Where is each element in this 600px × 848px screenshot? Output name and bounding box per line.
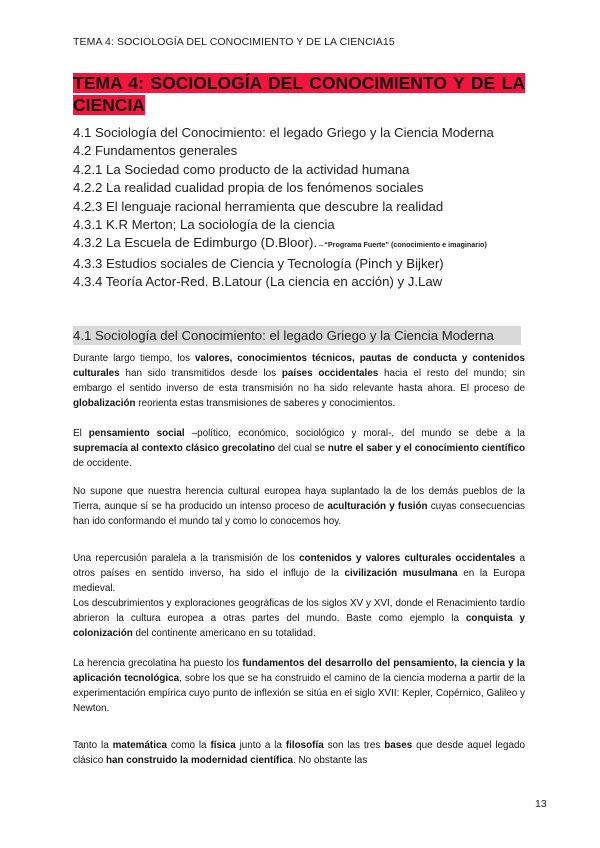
toc-item: 4.2.2 La realidad cualidad propia de los fenómenos sociales — [73, 180, 424, 196]
running-header: TEMA 4: SOCIOLOGÍA DEL CONOCIMIENTO Y DE LA CIENCIA15 — [73, 36, 395, 48]
toc-item-with-note — [73, 234, 543, 254]
bold-run: civilización musulmana — [344, 568, 458, 580]
paragraph-7 — [73, 738, 525, 768]
toc-item: 4.3.3 Estudios sociales de Ciencia y Tecnología (Pinch y Bijker) — [73, 255, 444, 271]
bold-run: filosofía — [285, 740, 324, 751]
bold-run: contenidos y valores culturales occidentales — [299, 553, 516, 564]
bold-run: supremacía al contexto clásico grecolatino — [73, 443, 276, 455]
bold-run: han construido la modernidad científica — [105, 755, 294, 767]
text-run: a otros países en sentido inverso, ha sido el influjo de la — [73, 553, 525, 580]
text-run: reorienta estas transmisiones de saberes y conocimientos. — [135, 398, 396, 410]
text-run: son las tres — [323, 740, 385, 751]
text-run: . No obstante las — [293, 755, 368, 767]
toc-item-note: →“Programa Fuerte” (conocimiento e imaginario) — [317, 240, 487, 250]
chapter-title — [73, 72, 525, 116]
text-run: La herencia grecolatina ha puesto los — [73, 658, 243, 669]
paragraph-2 — [73, 426, 525, 471]
bold-run: aculturación y fusión — [327, 501, 428, 513]
paragraph-5 — [73, 596, 525, 641]
bold-run: conquista y colonización — [73, 613, 526, 640]
toc-item-label: 4.3.2 La Escuela de Edimburgo (D.Bloor). — [73, 235, 318, 251]
bold-run: pensamiento social — [88, 428, 185, 439]
chapter-title-text: TEMA 4: SOCIOLOGÍA DEL CONOCIMIENTO Y DE LA CIENCIA — [73, 73, 525, 115]
text-run: cuyas consecuencias han ido conformando el mundo tal y como lo conocemos hoy. — [73, 501, 525, 528]
bold-run: fundamentos del desarrollo del pensamiento, la ciencia y la aplicación tecnológica — [73, 658, 525, 685]
text-run: del continente americano en su totalidad. — [132, 628, 316, 640]
text-run: Una repercusión paralela a la transmisión de los — [73, 553, 300, 564]
toc-item: 4.2.1 La Sociedad como producto de la actividad humana — [73, 161, 410, 177]
toc-item: 4.1 Sociología del Conocimiento: el legado Griego y la Ciencia Moderna — [73, 125, 494, 140]
toc-item: 4.2.3 El lenguaje racional herramienta que descubre la realidad — [73, 198, 444, 214]
table-of-contents — [73, 124, 543, 292]
toc-item: 4.3.4 Teoría Actor-Red. B.Latour (La ciencia en acción) y J.Law — [73, 274, 443, 290]
section-heading: 4.1 Sociología del Conocimiento: el legado Griego y la Ciencia Moderna — [73, 326, 521, 345]
text-run: del cual se — [275, 443, 328, 455]
paragraph-4 — [73, 551, 525, 596]
toc-item: 4.2 Fundamentos generales — [73, 143, 238, 159]
bold-run: bases — [384, 740, 413, 751]
text-run: de occidente. — [73, 458, 132, 470]
text-run: hacia el resto del mundo; sin embargo el sentido inverso de esta transmisión no ha sido relevante hasta ahora. El proceso de — [73, 368, 525, 395]
bold-run: nutre el saber y el conocimiento científico — [327, 443, 525, 455]
paragraph-1 — [73, 351, 525, 411]
bold-run: valores, conocimientos técnicos, pautas de conducta y contenidos culturales — [73, 353, 525, 380]
text-run: Tanto la — [73, 740, 113, 751]
bold-run: países occidentales — [281, 368, 379, 380]
text-run: en la Europa medieval. — [73, 568, 526, 595]
text-run: No supone que nuestra herencia cultural europea haya suplantado la de los demás pueblos de la Tierra, aunque sí se ha producido un intenso proceso de — [73, 486, 525, 513]
text-run: Durante largo tiempo, los — [73, 353, 195, 364]
page-number: 13 — [535, 798, 547, 810]
bold-run: física — [210, 740, 236, 751]
text-run: , sobre los que se ha construido el camino de la ciencia moderna a partir de la experimentación empírica cuyo punto de inflexión se sitúa en el siglo XVII: Kepler, Copérnico, Galileo y Newton. — [73, 673, 525, 715]
bold-run: globalización — [73, 398, 136, 410]
text-run: Los descubrimientos y exploraciones geográficas de los siglos XV y XVI, donde el Renacimiento tardío abrieron la cultura europea a otras partes del mundo. Baste como ejemplo la — [73, 598, 525, 625]
paragraph-6 — [73, 656, 525, 716]
text-run: El — [73, 428, 89, 439]
paragraph-3 — [73, 484, 525, 529]
text-run: han sido transmitidos desde los — [119, 368, 282, 380]
toc-item: 4.3.1 K.R Merton; La sociología de la ciencia — [73, 217, 335, 233]
text-run: junto a la — [235, 740, 286, 751]
text-run: como la — [166, 740, 211, 751]
text-run: –político, económico, sociológico y moral-, del mundo se debe a la — [184, 428, 525, 439]
bold-run: matemática — [112, 740, 167, 751]
text-run: que desde aquel legado clásico — [73, 740, 525, 767]
